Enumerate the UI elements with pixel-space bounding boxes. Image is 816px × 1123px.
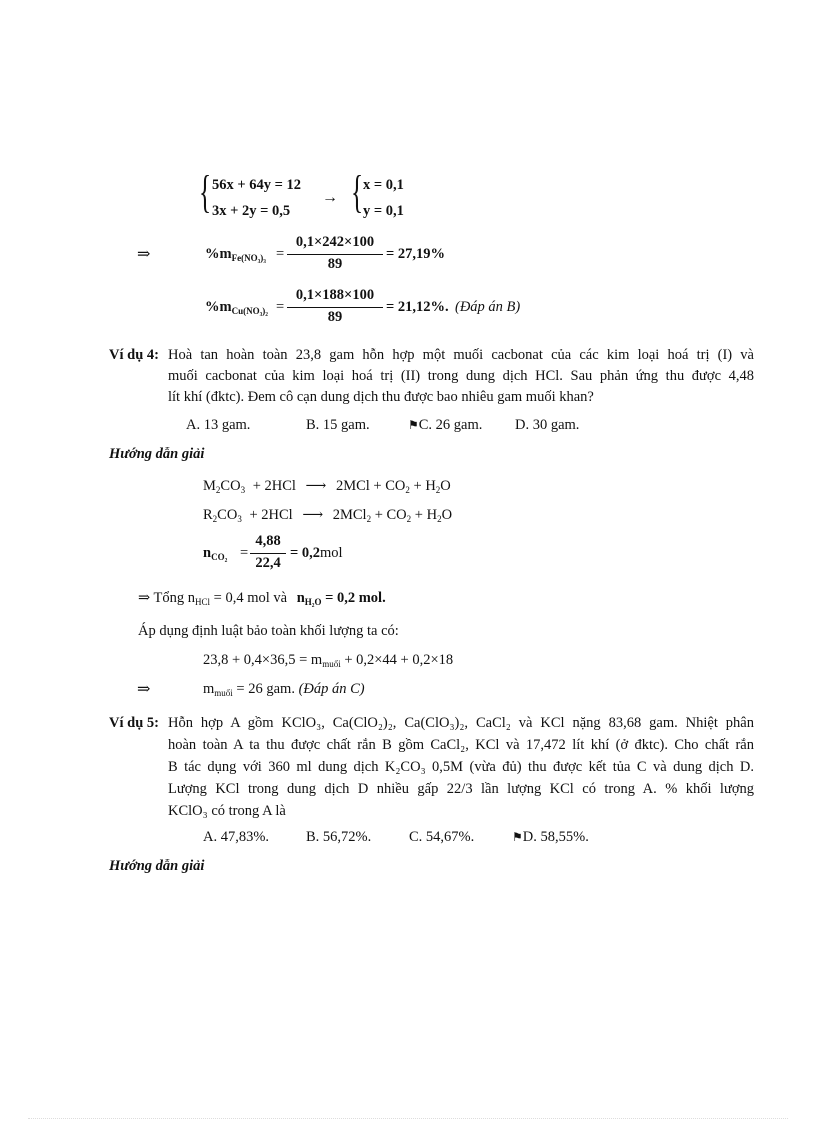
fe-subscript: Fe(NO₃)₃ [231, 253, 266, 263]
ex4-option-d: D. 30 gam. [515, 417, 580, 433]
fe-lhs: $\%m_{Fe(NO_3)_3}$ [205, 246, 266, 263]
cu-numerator: 0,1×188×100 [295, 287, 375, 303]
cu-result: = 21,12%. [386, 299, 449, 315]
system-eq-1: 56x + 64y = 12 [212, 177, 302, 193]
example-5-line-5: KClO₃ có trong A là [168, 803, 286, 819]
example-5-line-3: B tác dụng với 360 ml dung dịch K₂CO₃ 0,5M (vừa đủ) thu được kết tủa C và dung dịch D. [168, 759, 754, 775]
cu-lhs: $\%m_{Cu(NO_3)_2}$ [205, 299, 268, 316]
ex4-option-c: ⚑C. 26 gam. [408, 417, 483, 433]
fe-fraction [287, 234, 383, 274]
ex4-option-a: A. 13 gam. [186, 417, 251, 433]
ex5-option-a: A. 47,83%. [203, 829, 270, 845]
nco2-lhs: $n_{CO_2}$ [203, 545, 228, 562]
solution-heading: Hướng dẫn giải [109, 446, 205, 462]
cu-answer: (Đáp án B) [455, 299, 521, 315]
system-arrow: → [322, 189, 338, 206]
left-brace: { [199, 166, 212, 217]
fe-denominator: 89 [327, 256, 343, 272]
reaction-2: $R_2CO_3 + 2HCl$ ⟶ $2MCl_2 + CO_2 + H_2O$ [203, 507, 453, 524]
fe-numerator: 0,1×242×100 [295, 234, 375, 250]
page-bottom-rule [28, 1118, 788, 1119]
reaction-1: $M_2CO_3 + 2HCl$ ⟶ $2MCl + CO_2 + H_2O$ [203, 478, 451, 495]
example-5-line-2: hoàn toàn A ta thu được chất rắn B gồm CaCl₂, KCl và 17,472 lít khí (ở đktc). Cho chất rắn [168, 737, 754, 753]
ex5-option-c: C. 54,67%. [409, 829, 475, 845]
mass-result: $m_{muối} = 26$ gam. (Đáp án C) [203, 681, 365, 698]
flag-icon: ⚑ [408, 418, 419, 432]
fe-fraction-bar [287, 254, 383, 255]
nco2-fraction-bar [250, 553, 286, 554]
fe-equals: = [276, 246, 285, 262]
conservation-law: Áp dụng định luật bảo toàn khối lượng ta có: [138, 623, 399, 639]
nco2-equals: = [240, 545, 249, 561]
nco2-denominator: 22,4 [255, 555, 281, 571]
example-5-label: Ví dụ 5: [109, 715, 159, 731]
ex5-option-d: ⚑D. 58,55%. [512, 829, 589, 845]
cu-equals: = [276, 299, 285, 315]
example-4-line-1: Hoà tan hoàn toàn 23,8 gam hỗn hợp một muối cacbonat của các kim loại hoá trị (I) và [168, 347, 754, 363]
system-result-2: y = 0,1 [363, 203, 404, 219]
flag-icon: ⚑ [512, 830, 523, 844]
example-5-line-1: Hỗn hợp A gồm KClO₃, Ca(ClO₂)₂, Ca(ClO₃)₂, CaCl₂ và KCl nặng 83,68 gam. Nhiệt phân [168, 715, 754, 731]
example-4-label: Ví dụ 4: [109, 347, 159, 363]
implies-arrow: ⇒ [137, 246, 151, 263]
mass-equation: $23,8 + 0,4\times 36,5 = m_{muối} + 0,2\times 44 + 0,2\times 18$ [203, 652, 454, 669]
ex4-option-b: B. 15 gam. [306, 417, 370, 433]
cu-subscript: Cu(NO₃)₂ [231, 306, 268, 316]
solution-heading-2: Hướng dẫn giải [109, 858, 205, 874]
right-brace: { [351, 166, 364, 217]
cu-denominator: 89 [327, 309, 343, 325]
implies-arrow-2: ⇒ [137, 681, 151, 698]
cu-fraction [287, 287, 383, 327]
fe-result: = 27,19% [386, 246, 446, 262]
nco2-result: = 0,2mol [290, 545, 343, 561]
nco2-fraction [250, 533, 286, 573]
system-eq-2: 3x + 2y = 0,5 [212, 203, 291, 219]
system-result-1: x = 0,1 [363, 177, 404, 193]
cu-fraction-bar [287, 307, 383, 308]
ex5-option-b: B. 56,72%. [306, 829, 372, 845]
example-4-line-2: muối cacbonat của kim loại hoá trị (II) trong dung dịch HCl. Sau phản ứng thu được 4,48 [168, 368, 754, 384]
nco2-numerator: 4,88 [255, 533, 281, 549]
example-5-line-4: Lượng KCl trong dung dịch D nhiều gấp 22/3 lần lượng KCl có trong A. % khối lượng [168, 781, 754, 797]
total-line: ⇒ Tổng $n_{HCl} = 0,4$ mol và $n_{H_2O} = 0,2$ mol. [138, 590, 386, 607]
example-4-line-3: lít khí (đktc). Đem cô cạn dung dịch thu được bao nhiêu gam muối khan? [168, 389, 594, 405]
